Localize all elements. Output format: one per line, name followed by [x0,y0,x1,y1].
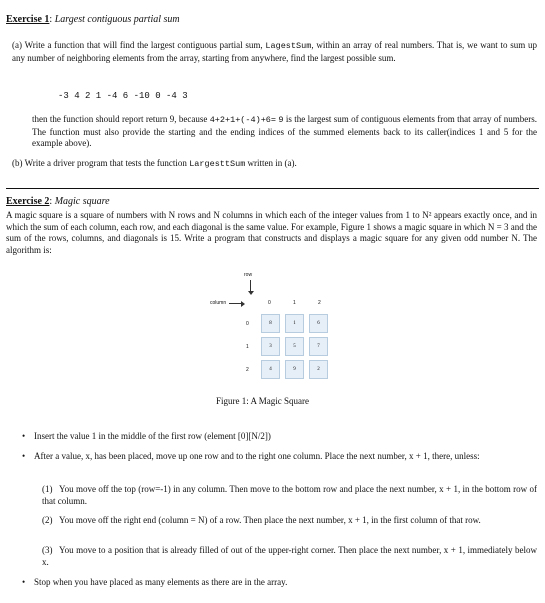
exercise-1-colon: : [49,14,53,25]
example-sequence: -3 4 2 1 -4 6 -10 0 -4 3 [58,91,188,101]
column-axis-label: column [210,300,227,306]
part-b-text-cont: written in (a). [247,158,297,168]
bullet-dot: • [22,577,26,587]
sub-item-2-text: You move off the right end (column = N) of a row. Then place the next number, x + 1, in the first column of that row. [59,515,481,525]
part-b-text: Write a driver program that tests the function [24,158,187,168]
bullet-dot: • [22,451,26,461]
driver-function-code: LargesttSum [189,159,246,169]
exercise-2-intro: A magic square is a square of numbers with N rows and N columns in which each of the integer values from 1 to N² appears exactly once, and in which the sum of each column, each row, and each diagonal is the same value. For example, Figure 1 shows a magic square in which N = 3 and the sum of the rows, columns, and diagonals is 15. Write a program that constructs and displays a magic square for any given odd number N. The algorithm is: [6,210,537,255]
exercise-2-colon: : [49,196,53,207]
section-divider [6,188,539,189]
exercise-1-heading: Largest contiguous partial sum [54,14,180,25]
sub-item-3 [42,545,537,568]
sub-item-1-label: (1) [42,484,53,494]
bullet-3-text: Stop when you have placed as many elements as there are in the array. [34,577,288,587]
magic-cell-0-0: 8 [261,314,280,333]
bullet-2-text: After a value, x, has been placed, move up one row and to the right one column. Place the next number, x + 1, there, unless: [34,451,480,461]
exercise-1-part-b [12,158,537,171]
magic-cell-0-2: 6 [309,314,328,333]
magic-cell-0-1: 1 [285,314,304,333]
part-a-text: Write a function that will find the largest contiguous partial sum, [24,40,263,50]
sub-item-3-text: You move to a position that is already filled of out of the upper-right corner. Then place the next number, x + 1, immediately below x. [42,545,537,567]
part-a-label: (a) [12,40,22,50]
col-index-0: 0 [268,300,271,306]
row-axis-label: row [244,272,253,278]
col-index-1: 1 [293,300,296,306]
row-index-0: 0 [246,321,249,327]
function-name-code: LagestSum [265,41,312,51]
row-index-1: 1 [246,344,249,350]
exercise-2-heading: Magic square [54,196,110,207]
sub-item-2 [42,515,537,527]
exercise-1-label: Exercise 1 [6,14,50,25]
exercise-2-title [6,196,110,207]
magic-cell-2-2: 2 [309,360,328,379]
explanation-text: then the function should report return 9, because [32,114,208,124]
row-index-2: 2 [246,367,249,373]
sub-item-1 [42,484,537,507]
bullet-dot: • [22,431,26,441]
part-b-label: (b) [12,158,23,168]
sub-item-2-label: (2) [42,515,53,525]
magic-cell-2-1: 9 [285,360,304,379]
figure-caption: Figure 1: A Magic Square [216,396,309,406]
magic-cell-1-1: 5 [285,337,304,356]
sub-item-3-label: (3) [42,545,53,555]
exercise-1-explanation [32,114,537,150]
row-arrow-head-icon [248,291,254,295]
col-index-2: 2 [318,300,321,306]
magic-cell-1-2: 7 [309,337,328,356]
bullet-1-text: Insert the value 1 in the middle of the first row (element [0][N/2]) [34,431,271,441]
column-arrow-head-icon [241,301,245,307]
column-arrow [229,303,241,304]
exercise-2-label: Exercise 2 [6,196,50,207]
exercise-1-part-a [12,40,537,64]
magic-cell-2-0: 4 [261,360,280,379]
sub-item-1-text: You move off the top (row=-1) in any column. Then move to the bottom row and place the next number, x + 1, in the bottom row of that column. [42,484,537,506]
magic-cell-1-0: 3 [261,337,280,356]
part-a-text-cont: , within an array of real numbers. That is, we want to sum up any number of neighboring elements from the array, starting from anywhere, find the largest possible sum. [12,40,537,63]
exercise-1-title [6,14,180,25]
sum-expression-code: 4+2+1+(-4)+6= [209,115,276,125]
sum-result-code: 9 [278,115,284,125]
explanation-text-cont: is the largest sum of contiguous elements from that array of numbers. The function must also provide the starting and the ending indices of the summed elements back to its caller(indices 1 and 5 for the example above). [32,114,537,148]
